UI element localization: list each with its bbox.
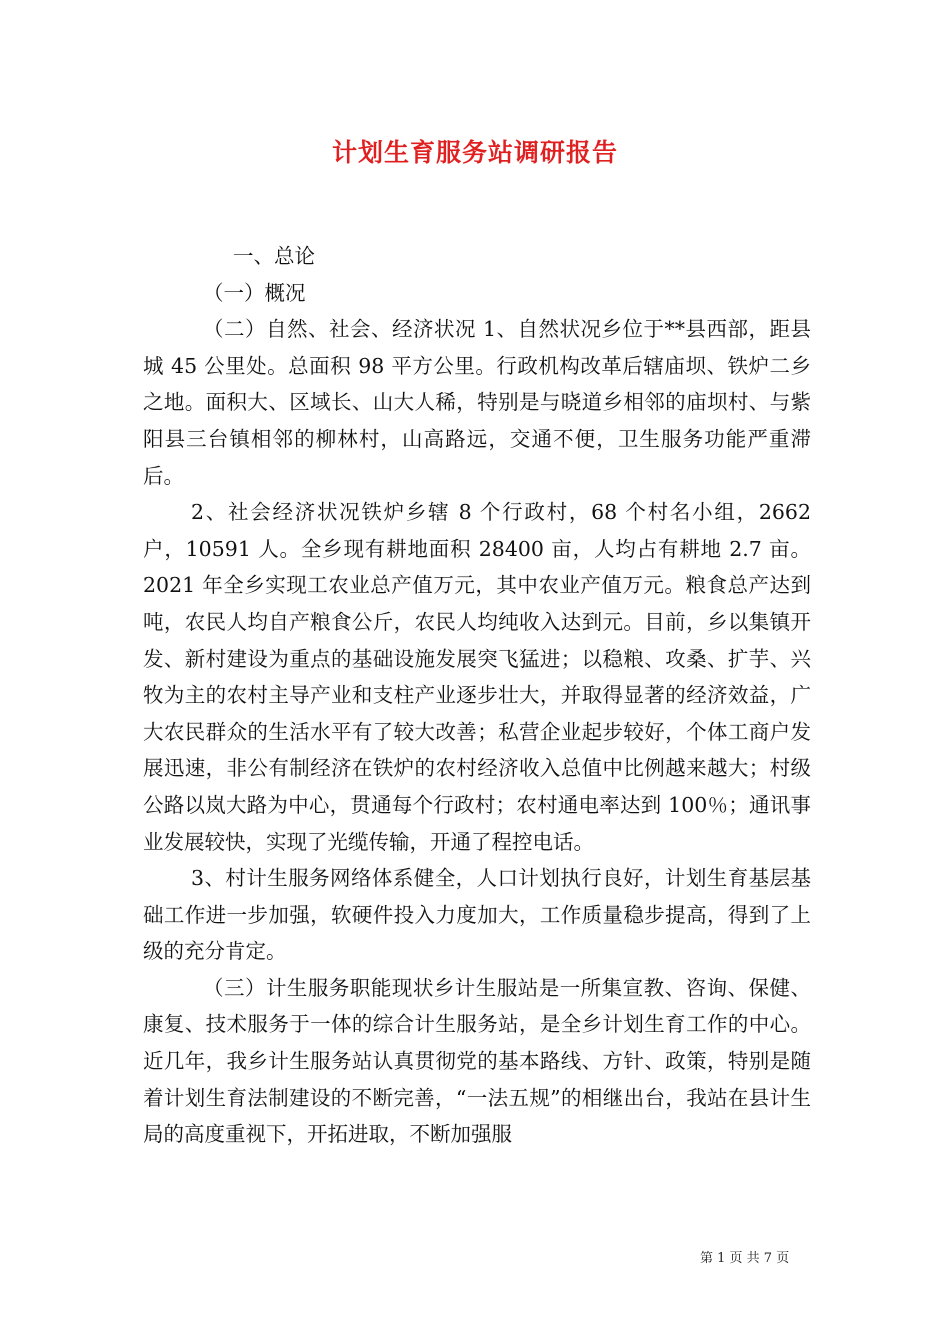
document-body (143, 238, 811, 1153)
document-title: 计划生育服务站调研报告 (331, 138, 618, 167)
paragraph-natural-conditions: （二）自然、社会、经济状况 1、自然状况乡位于**县西部，距县城 45 公里处。总面积 98 平方公里。行政机构改革后辖庙坝、铁炉二乡之地。面积大、区域长、山大人稀，特别是与晓道乡相邻的庙坝村、与紫阳县三台镇相邻的柳林村，山高路远，交通不便，卫生服务功能严重滞后。 (143, 317, 811, 488)
paragraph-service-functions: （三）计生服务职能现状乡计生服站是一所集宣教、咨询、保健、康复、技术服务于一体的综合计生服务站，是全乡计划生育工作的中心。近几年，我乡计生服务站认真贯彻党的基本路线、方针、政策，特别是随着计划生育法制建设的不断完善，“一法五规”的相继出台，我站在县计生局的高度重视下，开拓进取，不断加强服 (143, 975, 811, 1147)
paragraph-service-network: 3、村计生服务网络体系健全，人口计划执行良好，计划生育基层基础工作进一步加强，软硬件投入力度加大，工作质量稳步提高，得到了上级的充分肯定。 (143, 866, 811, 964)
page-number: 第 1 页 共 7 页 (700, 1251, 790, 1266)
subsection-heading-overview: （一）概况 (203, 280, 306, 305)
paragraph-social-economic: 2、社会经济状况铁炉乡辖 8 个行政村，68 个村名小组，2662 户，10591 人。全乡现有耕地面积 28400 亩，人均占有耕地 2.7 亩。2021 年全乡实现工农业总产值万元，其中农业产值万元。粮食总产达到吨，农民人均自产粮食公斤，农民人均纯收入达到元。目前，乡以集镇开发、新村建设为重点的基础设施发展突飞猛进；以稳粮、攻桑、扩芋、兴牧为主的农村主导产业和支柱产业逐步壮大，并取得显著的经济效益，广大农民群众的生活水平有了较大改善；私营企业起步较好，个体工商户发展迅速，非公有制经济在铁炉的农村经济收入总值中比例越来越大；村级公路以岚大路为中心，贯通每个行政村；农村通电率达到 100％；通讯事业发展较快，实现了光缆传输，开通了程控电话。 (143, 500, 811, 854)
section-heading-general: 一、总论 (233, 244, 315, 268)
